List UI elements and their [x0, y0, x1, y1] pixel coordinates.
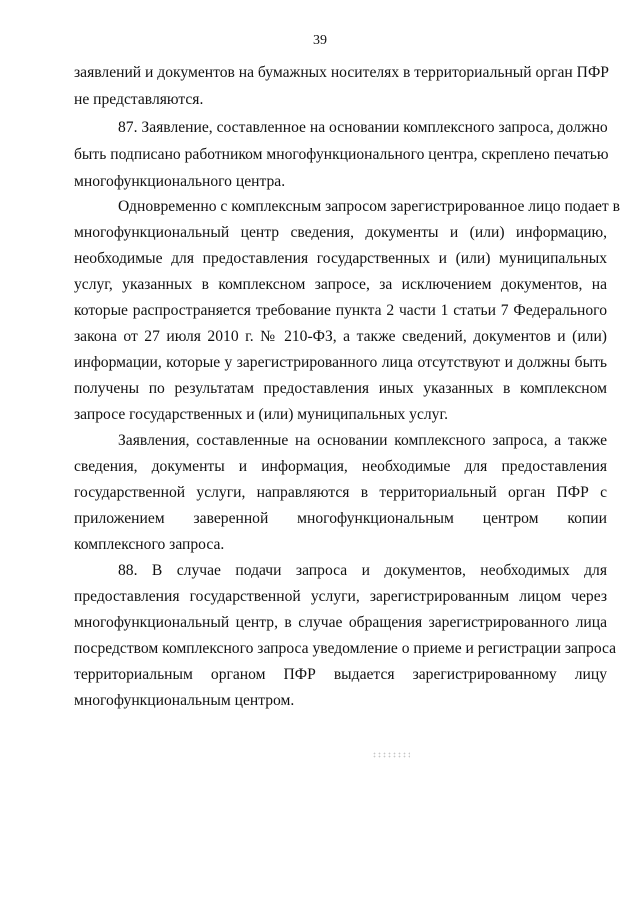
text-line: Одновременно с комплексным запросом зарегистрированное лицо подает в: [118, 198, 620, 215]
text-line: комплексного запроса.: [74, 536, 225, 553]
text-line: многофункциональным центром.: [74, 692, 295, 709]
text-line: сведения, документы и информация, необходимые для предоставления: [74, 458, 607, 475]
text-line: получены по результатам предоставления иных указанных в комплексном: [74, 380, 607, 397]
page-number: 39: [313, 33, 327, 48]
text-line: многофункциональный центр сведения, документы и (или) информацию,: [74, 224, 607, 241]
text-line: посредством комплексного запроса уведомление о приеме и регистрации запроса: [74, 640, 617, 657]
text-line: государственной услуги, направляются в территориальный орган ПФР с: [74, 484, 607, 501]
text-line: 87. Заявление, составленное на основании комплексного запроса, должно: [118, 119, 608, 136]
text-line: предоставления государственной услуги, зарегистрированным лицом через: [74, 588, 607, 605]
text-line: закона от 27 июля 2010 г. № 210-ФЗ, а также сведений, документов и (или): [74, 328, 607, 345]
text-line: необходимые для предоставления государственных и (или) муниципальных: [74, 250, 607, 267]
text-line: заявлений и документов на бумажных носителях в территориальный орган ПФР: [74, 64, 609, 81]
scan-speckle: [372, 752, 410, 758]
text-line: 88. В случае подачи запроса и документов, необходимых для: [118, 562, 607, 579]
text-line: не представляются.: [74, 91, 204, 108]
text-line: территориальным органом ПФР выдается зарегистрированному лицу: [74, 666, 607, 683]
text-line: информации, которые у зарегистрированного лица отсутствуют и должны быть: [74, 354, 607, 371]
text-line: запросе государственных и (или) муниципальных услуг.: [74, 406, 448, 423]
text-line: Заявления, составленные на основании комплексного запроса, а также: [118, 432, 607, 449]
text-line: которые распространяется требование пункта 2 части 1 статьи 7 Федерального: [74, 302, 607, 319]
text-line: многофункционального центра.: [74, 173, 286, 190]
text-line: приложением заверенной многофункциональным центром копии: [74, 510, 607, 527]
text-line: многофункциональный центр, в случае обращения зарегистрированного лица: [74, 614, 607, 631]
text-line: быть подписано работником многофункционального центра, скреплено печатью: [74, 146, 609, 163]
text-line: услуг, указанных в комплексном запросе, за исключением документов, на: [74, 276, 607, 293]
